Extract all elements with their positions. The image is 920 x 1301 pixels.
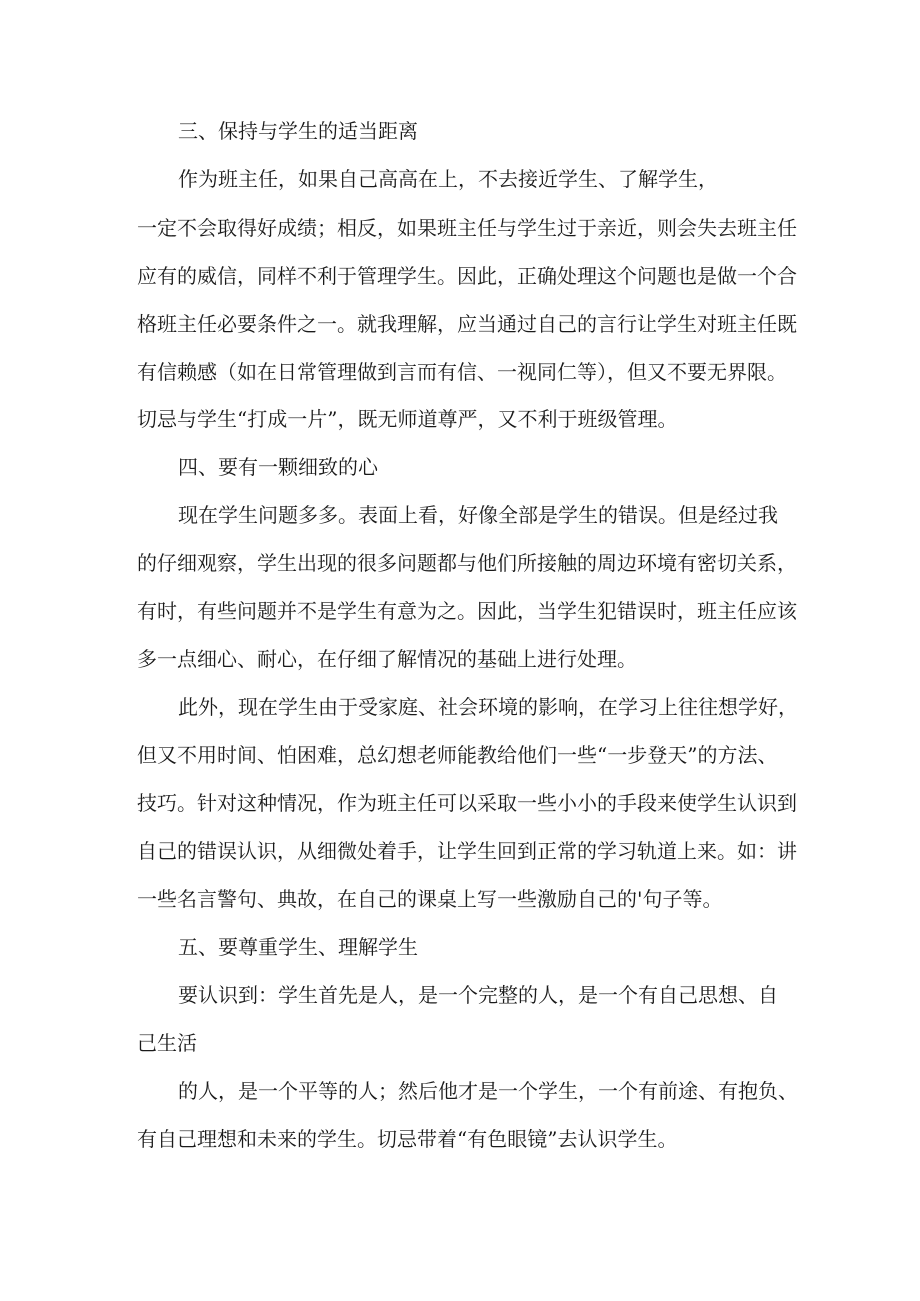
section-heading: 三、保持与学生的适当距离 (178, 119, 418, 143)
paragraph-line: 技巧。针对这种情况，作为班主任可以采取一些小小的手段来使学生认识到 (137, 791, 797, 815)
paragraph-line: 此外，现在学生由于受家庭、社会环境的影响，在学习上往往想学好， (178, 695, 798, 719)
paragraph-line: 自己的错误认识，从细微处着手，让学生回到正常的学习轨道上来。如：讲 (137, 839, 797, 863)
section-heading: 四、要有一颗细致的心 (178, 455, 378, 479)
paragraph-line: 己生活 (137, 1031, 197, 1055)
paragraph-line: 要认识到：学生首先是人，是一个完整的人，是一个有自己思想、自 (178, 983, 778, 1007)
paragraph-line: 有自己理想和未来的学生。切忌带着“有色眼镜”去认识学生。 (137, 1127, 678, 1151)
paragraph-line: 切忌与学生“打成一片”，既无师道尊严，又不利于班级管理。 (137, 407, 678, 431)
section-heading: 五、要尊重学生、理解学生 (178, 935, 418, 959)
paragraph-line: 的仔细观察，学生出现的很多问题都与他们所接触的周边环境有密切关系， (137, 551, 797, 575)
paragraph-line: 的人，是一个平等的人；然后他才是一个学生，一个有前途、有抱负、 (178, 1079, 798, 1103)
paragraph-line: 作为班主任，如果自己高高在上，不去接近学生、了解学生， (178, 167, 718, 191)
paragraph-line: 一些名言警句、典故，在自己的课桌上写一些激励自己的'句子等。 (137, 887, 723, 911)
paragraph-line: 有信赖感（如在日常管理做到言而有信、一视同仁等），但又不要无界限。 (137, 360, 787, 384)
paragraph-line: 现在学生问题多多。表面上看，好像全部是学生的错误。但是经过我 (178, 503, 778, 527)
paragraph-line: 有时，有些问题并不是学生有意为之。因此，当学生犯错误时，班主任应该 (137, 599, 797, 623)
paragraph-line: 格班主任必要条件之一。就我理解，应当通过自己的言行让学生对班主任既 (137, 312, 797, 336)
paragraph-line: 应有的威信，同样不利于管理学生。因此，正确处理这个问题也是做一个合 (137, 264, 797, 288)
paragraph-line: 多一点细心、耐心，在仔细了解情况的基础上进行处理。 (137, 647, 637, 671)
paragraph-line: 一定不会取得好成绩；相反，如果班主任与学生过于亲近，则会失去班主任 (137, 216, 797, 240)
paragraph-line: 但又不用时间、怕困难，总幻想老师能教给他们一些“一步登天”的方法、 (137, 743, 778, 767)
